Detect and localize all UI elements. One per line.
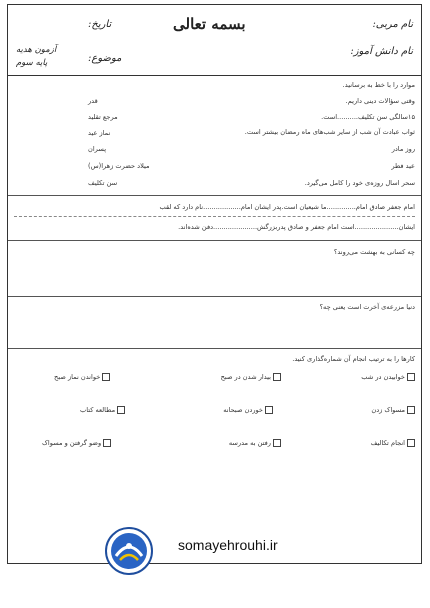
divider	[8, 348, 421, 349]
order-item[interactable]: وضو گرفتن و مسواک	[42, 439, 111, 447]
subject-value-2: پایه سوم	[16, 58, 48, 68]
checkbox[interactable]	[273, 439, 281, 447]
q1-left-item: سحر اسال روزه‌ی خود را کامل می‌گیرد.	[304, 179, 415, 187]
order-item[interactable]: انجام تکالیف	[371, 439, 415, 447]
order-item[interactable]: رفتن به مدرسه	[229, 439, 281, 447]
divider	[8, 240, 421, 241]
checkbox[interactable]	[407, 439, 415, 447]
worksheet	[7, 4, 422, 564]
q1-left-item: روز مادر	[391, 145, 415, 153]
order-item[interactable]: مسواک زدن	[371, 406, 415, 414]
order-item[interactable]: خوردن صبحانه	[223, 406, 273, 414]
checkbox[interactable]	[407, 373, 415, 381]
q2-line-2: ایشان.....................است امام جعفر و صادق پدربزرگش.....................دفن شده‌اند.	[178, 223, 415, 231]
checkbox[interactable]	[117, 406, 125, 414]
date-label: تاریخ:	[88, 19, 112, 30]
order-item[interactable]: خوابیدن در شب	[361, 373, 415, 381]
q4-question: دنیا مزرعه‌ی آخرت است یعنی چه؟	[319, 303, 415, 311]
q1-right-item: سن تکلیف	[88, 179, 118, 187]
order-item[interactable]: خواندن نماز صبح	[54, 373, 110, 381]
brand-logo	[104, 526, 154, 576]
q1-right-item: نماز عید	[88, 129, 111, 137]
q1-right-item: قدر	[88, 97, 98, 105]
student-name-label: نام دانش آموز:	[350, 46, 413, 57]
checkbox[interactable]	[265, 406, 273, 414]
divider	[8, 195, 421, 196]
order-item[interactable]: مطالعه کتاب	[80, 406, 125, 414]
website-url: somayehrouhi.ir	[178, 537, 278, 553]
checkbox[interactable]	[103, 439, 111, 447]
q1-left-item: ثواب عبادت آن شب از سایر شب‌های ماه رمضان بیشتر است.	[244, 128, 415, 136]
page-title: بسمه تعالی	[173, 15, 246, 33]
q1-instruction: موارد را با خط به برسانید.	[342, 81, 415, 89]
q5-instruction: کارها را به ترتیب انجام آن شماره‌گذاری کنید.	[292, 355, 415, 363]
checkbox[interactable]	[273, 373, 281, 381]
checkbox[interactable]	[407, 406, 415, 414]
q1-right-item: مرجع تقلید	[88, 113, 118, 121]
header	[8, 5, 421, 76]
coach-name-label: نام مربی:	[372, 19, 413, 30]
q1-right-item: میلاد حضرت زهرا(س)	[88, 162, 150, 170]
order-item[interactable]: بیدار شدن در صبح	[221, 373, 281, 381]
q1-right-item: پسران	[88, 145, 107, 153]
q1-left-item: ۱۵سالگی سن تکلیف..........است.	[321, 113, 415, 121]
q1-left-item: وقتی سؤالات دینی داریم.	[345, 97, 415, 105]
divider	[8, 296, 421, 297]
q2-line-1: امام جعفر صادق امام..............ما شیعیان است.پدر ایشان امام..................نام دارد که لقب	[159, 203, 415, 211]
q3-question: چه کسانی به بهشت می‌روند؟	[333, 248, 415, 256]
q1-left-item: عید فطر	[391, 162, 415, 170]
subject-label: موضوع:	[88, 53, 122, 64]
subject-value-1: آزمون هدیه	[16, 45, 57, 55]
answer-line	[14, 216, 415, 217]
checkbox[interactable]	[102, 373, 110, 381]
